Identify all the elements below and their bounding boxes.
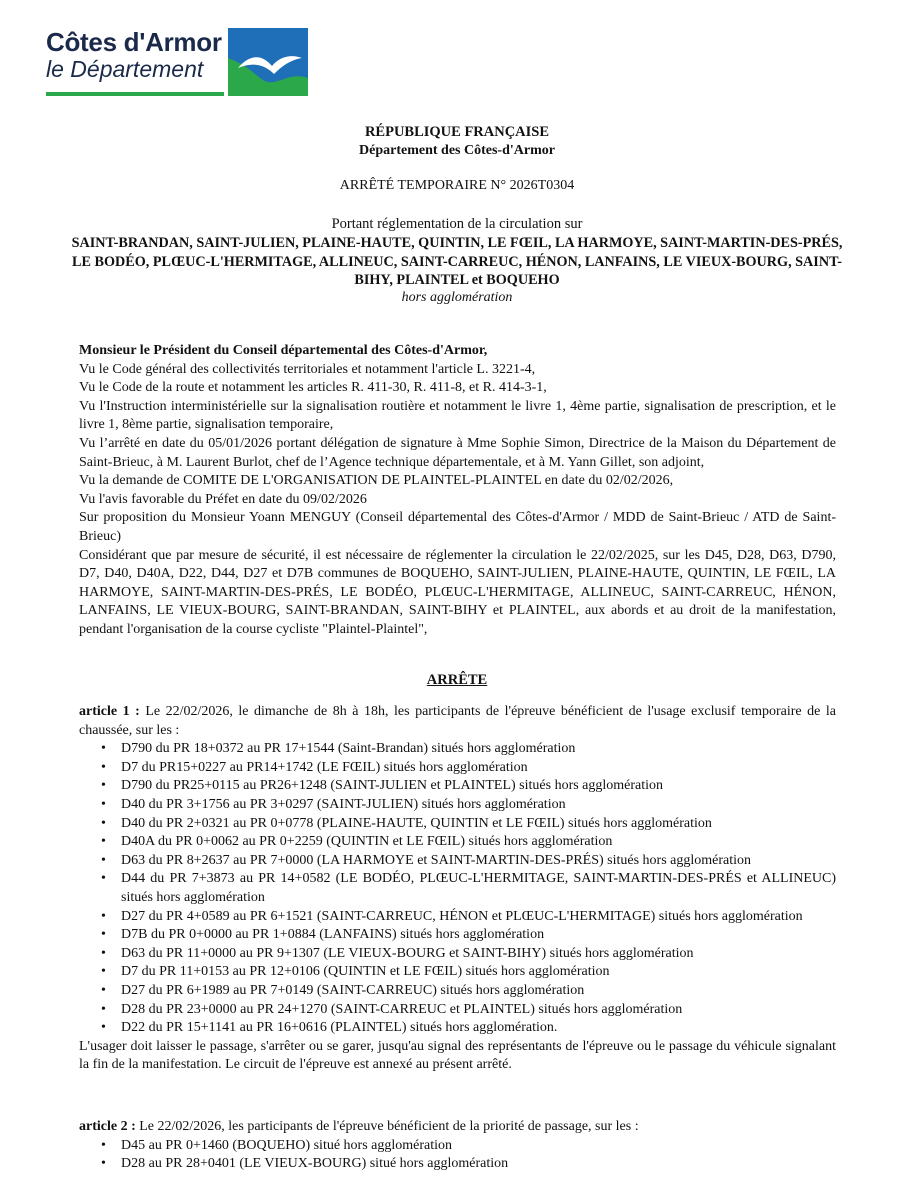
article-2-intro <box>79 1118 836 1137</box>
list-item: • D40A du PR 0+0062 au PR 0+2259 (QUINTIN et LE FŒIL) situés hors agglomération <box>121 833 836 852</box>
seabird-emblem-icon <box>228 28 308 96</box>
article-1-closing: L'usager doit laisser le passage, s'arrêter ou se garer, jusqu'au signal des représentants de l'épreuve ou le passage du véhicule signalant la fin de la manifestation. Le circuit de l'épreuve est annexé au présent arrêté. <box>79 1038 836 1073</box>
list-item: • D7 du PR 11+0153 au PR 12+0106 (QUINTIN et LE FŒIL) situés hors agglomération <box>121 963 836 982</box>
article-1-intro <box>79 703 836 740</box>
article-2-road-list <box>79 1137 836 1174</box>
article-1-road-list <box>79 740 836 1038</box>
list-item: • D63 du PR 8+2637 au PR 7+0000 (LA HARMOYE et SAINT-MARTIN-DES-PRÉS) situés hors agglomération <box>121 852 836 871</box>
article-2 <box>79 1118 836 1174</box>
list-item: • D40 du PR 2+0321 au PR 0+0778 (PLAINE-HAUTE, QUINTIN et LE FŒIL) situés hors agglomération <box>121 815 836 834</box>
list-item: • D7 du PR15+0227 au PR14+1742 (LE FŒIL) situés hors agglomération <box>121 759 836 778</box>
list-item: • D44 du PR 7+3873 au PR 14+0582 (LE BODÉO, PLŒUC-L'HERMITAGE, SAINT-MARTIN-DES-PRÉS et ALLINEUC) situés hors agglomération <box>121 870 836 907</box>
visa-line: Vu l’arrêté en date du 05/01/2026 portant délégation de signature à Mme Sophie Simon, Directrice de la Maison du Département de Saint-Brieuc, à M. Laurent Burlot, chef de l’Agence technique départementale, et à M. Yann Gillet, son adjoint, <box>79 435 836 470</box>
visa-line: Vu l'avis favorable du Préfet en date du 09/02/2026 <box>79 491 367 507</box>
logo-subtitle: le Département <box>46 56 204 82</box>
article-1-intro-text: Le 22/02/2026, le dimanche de 8h à 18h, les participants de l'épreuve bénéficient de l'usage exclusif temporaire de la chaussée, sur les : <box>79 704 836 738</box>
article-2-label: article 2 : <box>79 1119 136 1134</box>
department-heading: Département des Côtes-d'Armor <box>359 143 555 158</box>
list-item: • D45 au PR 0+1460 (BOQUEHO) situé hors agglomération <box>121 1137 836 1156</box>
list-item: • D790 du PR25+0115 au PR26+1248 (SAINT-JULIEN et PLAINTEL) situés hors agglomération <box>121 777 836 796</box>
article-1-label: article 1 : <box>79 704 140 719</box>
president-line: Monsieur le Président du Conseil départemental des Côtes-d'Armor, <box>79 343 488 358</box>
arrete-number: ARRÊTÉ TEMPORAIRE N° 2026T0304 <box>339 178 575 193</box>
department-logo <box>46 28 308 100</box>
portant-line: Portant réglementation de la circulation sur <box>331 216 583 232</box>
visa-line: Vu la demande de COMITE DE L'ORGANISATION DE PLAINTEL-PLAINTEL en date du 02/02/2026, <box>79 473 674 489</box>
list-item: • D40 du PR 3+1756 au PR 3+0297 (SAINT-JULIEN) situés hors agglomération <box>121 796 836 815</box>
list-item: • D28 du PR 23+0000 au PR 24+1270 (SAINT-CARREUC et PLAINTEL) situés hors agglomération <box>121 1001 836 1020</box>
visa-line: Vu l'Instruction interministérielle sur la signalisation routière et notamment le livre 1, 4ème partie, signalisation de prescription, et le livre 1, 8ème partie, signalisation temporaire, <box>79 398 836 433</box>
logo-text <box>46 28 224 82</box>
visa-line: Vu le Code général des collectivités territoriales et notamment l'article L. 3221-4, <box>79 361 536 377</box>
article-2-intro-text: Le 22/02/2026, les participants de l'épreuve bénéficient de la priorité de passage, sur les : <box>135 1119 639 1134</box>
list-item: • D22 du PR 15+1141 au PR 16+0616 (PLAINTEL) situés hors agglomération. <box>121 1019 836 1038</box>
list-item: • D27 du PR 6+1989 au PR 7+0149 (SAINT-CARREUC) situés hors agglomération <box>121 982 836 1001</box>
hors-agglomeration-line: hors agglomération <box>401 290 513 305</box>
list-item: • D7B du PR 0+0000 au PR 1+0884 (LANFAINS) situés hors agglomération <box>121 926 836 945</box>
list-item: • D790 du PR 18+0372 au PR 17+1544 (Saint-Brandan) situés hors agglomération <box>121 740 836 759</box>
preamble <box>79 342 836 640</box>
logo-rule <box>46 92 224 96</box>
arrete-title: ARRÊTE <box>426 672 488 688</box>
visa-line: Vu le Code de la route et notamment les articles R. 411-30, R. 411-8, et R. 414-3-1, <box>79 380 547 396</box>
list-item: • D28 au PR 28+0401 (LE VIEUX-BOURG) situé hors agglomération <box>121 1155 836 1174</box>
communes-list: SAINT-BRANDAN, SAINT-JULIEN, PLAINE-HAUTE, QUINTIN, LE FŒIL, LA HARMOYE, SAINT-MARTIN-DES-PRÉS, LE BODÉO, PLŒUC-L'HERMITAGE, ALLINEUC, SAINT-CARREUC, HÉNON, LANFAINS, LE VIEUX-BOURG, SAINT-BIHY, PLAINTEL et BOQUEHO <box>71 235 843 289</box>
republique-heading: RÉPUBLIQUE FRANÇAISE <box>364 124 550 140</box>
list-item: • D63 du PR 11+0000 au PR 9+1307 (LE VIEUX-BOURG et SAINT-BIHY) situés hors agglomération <box>121 945 836 964</box>
visa-line: Sur proposition du Monsieur Yoann MENGUY (Conseil départemental des Côtes-d'Armor / MDD de Saint-Brieuc / ATD de Saint-Brieuc) <box>79 510 836 544</box>
list-item: • D27 du PR 4+0589 au PR 6+1521 (SAINT-CARREUC, HÉNON et PLŒUC-L'HERMITAGE) situés hors agglomération <box>121 908 836 927</box>
article-1 <box>79 703 836 1075</box>
logo-title: Côtes d'Armor <box>46 27 222 57</box>
considerant-line: Considérant que par mesure de sécurité, il est nécessaire de réglementer la circulation le 22/02/2025, sur les D45, D28, D63, D790, D7, D40, D40A, D22, D44, D27 et D7B communes de BOQUEHO, SAINT-JULIEN, PLAINE-HAUTE, QUINTIN, LE FŒIL, LA HARMOYE, SAINT-MARTIN-DES-PRÉS, LE BODÉO, PLŒUC-L'HERMITAGE, ALLINEUC, SAINT-CARREUC, HÉNON, LANFAINS, LE VIEUX-BOURG, SAINT-BRANDAN, SAINT-BIHY et PLAINTEL, aux abords et au droit de la manifestation, pendant l'organisation de la course cycliste "Plaintel-Plaintel", <box>79 547 836 637</box>
